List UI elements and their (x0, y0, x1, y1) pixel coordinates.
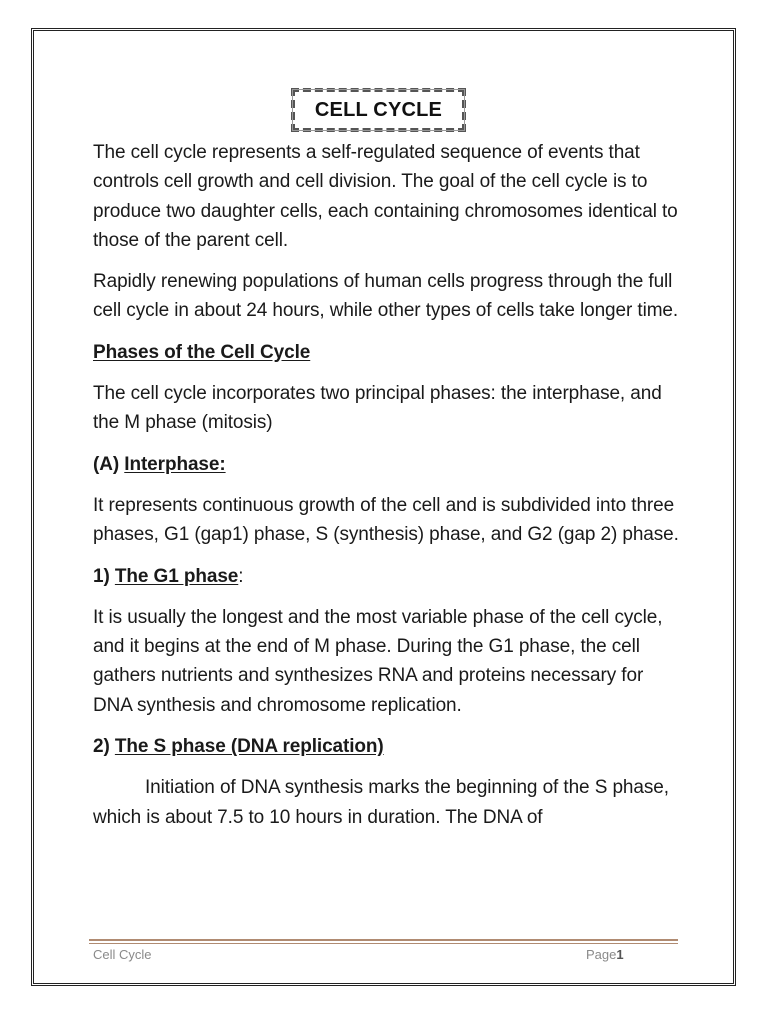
paragraph-renewing: Rapidly renewing populations of human cells progress through the full cell cycle in about 24 hours, while other types of cells take longer time. (93, 271, 679, 322)
footer-page (586, 947, 624, 962)
footer-page-label: Page (586, 947, 617, 962)
paragraph-g1: It is usually the longest and the most variable phase of the cell cycle, and it begins at the end of M phase. During the G1 phase, the cell gathers nutrients and synthesizes RNA and proteins necessary for DNA synthesis and chromosome replication. (93, 606, 663, 716)
paragraph-intro: The cell cycle represents a self-regulated sequence of events that controls cell growth and cell division. The goal of the cell cycle is to produce two daughter cells, each containing chromosomes identical to those of the parent cell. (93, 142, 678, 251)
g1-prefix: 1) (93, 565, 115, 587)
phases-heading-text: Phases of the Cell Cycle (93, 341, 311, 363)
interphase-heading (93, 450, 683, 479)
paragraph-phases: The cell cycle incorporates two principal phases: the interphase, and the M phase (mitosis) (93, 383, 662, 434)
footer-title: Cell Cycle (93, 947, 152, 962)
phases-heading (93, 338, 683, 367)
s-heading-text: The S phase (DNA replication) (114, 736, 384, 758)
document-body (93, 138, 683, 844)
interphase-prefix: (A) (93, 453, 125, 475)
g1-heading-text: The G1 phase (114, 565, 239, 587)
page-title: CELL CYCLE (314, 98, 443, 121)
footer-divider (89, 939, 678, 944)
g1-suffix: : (238, 565, 244, 587)
title-box (291, 88, 466, 132)
g1-heading (93, 562, 683, 591)
interphase-heading-text: Interphase: (124, 453, 226, 475)
s-heading (93, 732, 683, 761)
footer-page-number: 1 (616, 947, 624, 962)
paragraph-s-phase: Initiation of DNA synthesis marks the beginning of the S phase, which is about 7.5 to 10 hours in duration. The DNA of (93, 777, 669, 828)
paragraph-interphase: It represents continuous growth of the cell and is subdivided into three phases, G1 (gap1) phase, S (synthesis) phase, and G2 (gap 2) phase. (93, 494, 679, 546)
s-prefix: 2) (93, 736, 115, 758)
